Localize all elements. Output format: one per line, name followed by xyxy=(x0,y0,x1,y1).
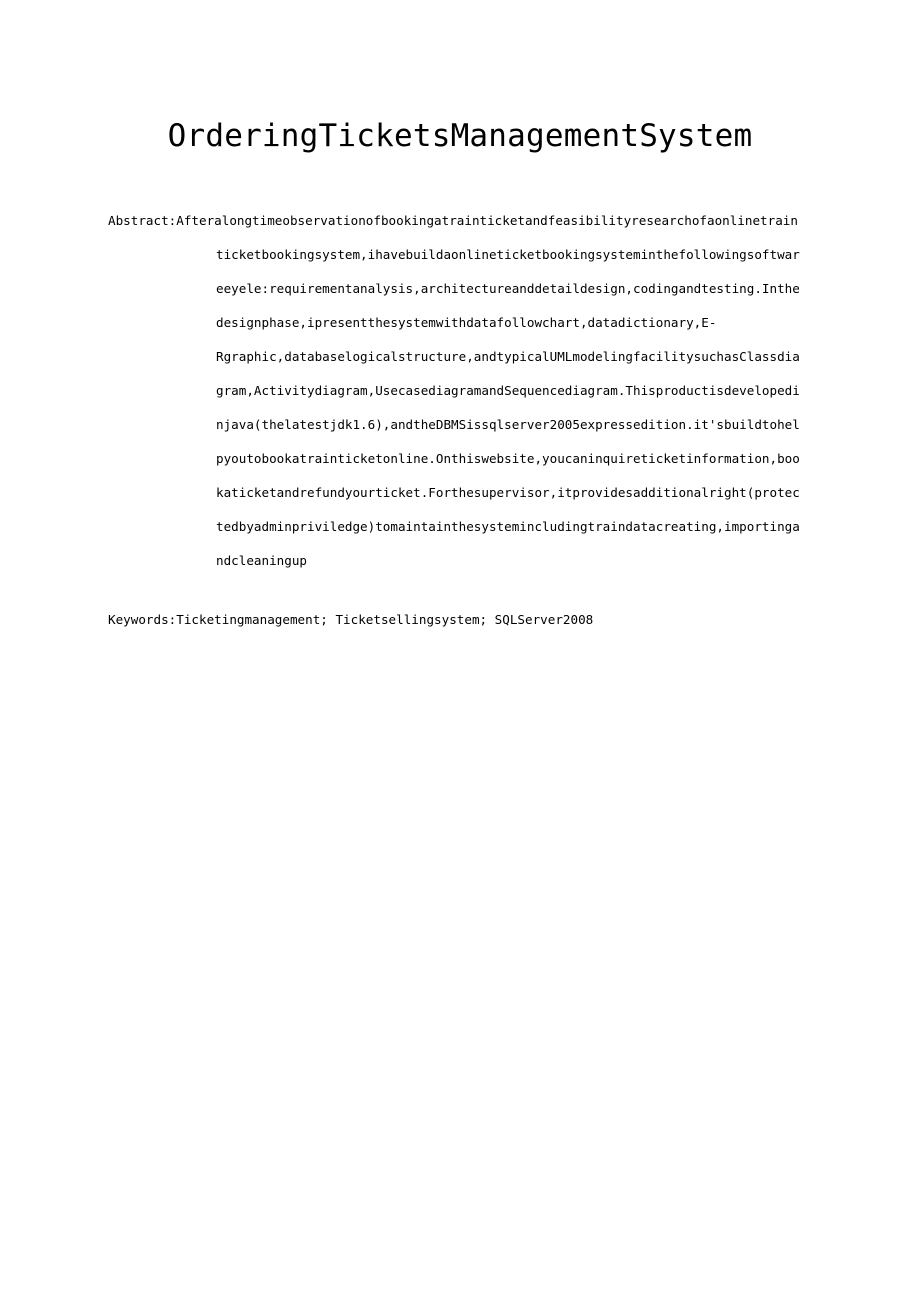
abstract-line: ndcleaningup xyxy=(216,553,307,568)
abstract-line: pyoutobookatrainticketonline.Onthiswebsite,youcaninquireticketinformation,boo xyxy=(216,451,800,466)
abstract-line: katicketandrefundyourticket.Forthesupervisor,itprovidesadditionalright(protec xyxy=(216,485,800,500)
abstract-line: eeyele:requirementanalysis,architectureanddetaildesign,codingandtesting.Inthe xyxy=(216,281,800,296)
document-title: OrderingTicketsManagementSystem xyxy=(167,118,753,154)
abstract-line: njava(thelatestjdk1.6),andtheDBMSissqlserver2005expressedition.it'sbuildtohel xyxy=(216,417,800,432)
abstract-line: Rgraphic,databaselogicalstructure,andtypicalUMLmodelingfacilitysuchasClassdia xyxy=(216,349,800,364)
abstract-line: designphase,ipresentthesystemwithdatafollowchart,datadictionary,E- xyxy=(216,315,717,330)
keywords-line: Keywords:Ticketingmanagement; Ticketsellingsystem; SQLServer2008 xyxy=(108,612,594,627)
abstract-line: Abstract:Afteralongtimeobservationofbookingatrainticketandfeasibilityresearchofaonlinetrain xyxy=(108,213,798,228)
abstract-line: tedbyadminpriviledge)tomaintainthesystemincludingtraindatacreating,importinga xyxy=(216,519,800,534)
abstract-line: ticketbookingsystem,ihavebuildaonlineticketbookingsysteminthefollowingsoftwar xyxy=(216,247,800,262)
abstract-line: gram,Activitydiagram,UsecasediagramandSequencediagram.Thisproductisdevelopedi xyxy=(216,383,800,398)
abstract-paragraph xyxy=(108,204,810,578)
